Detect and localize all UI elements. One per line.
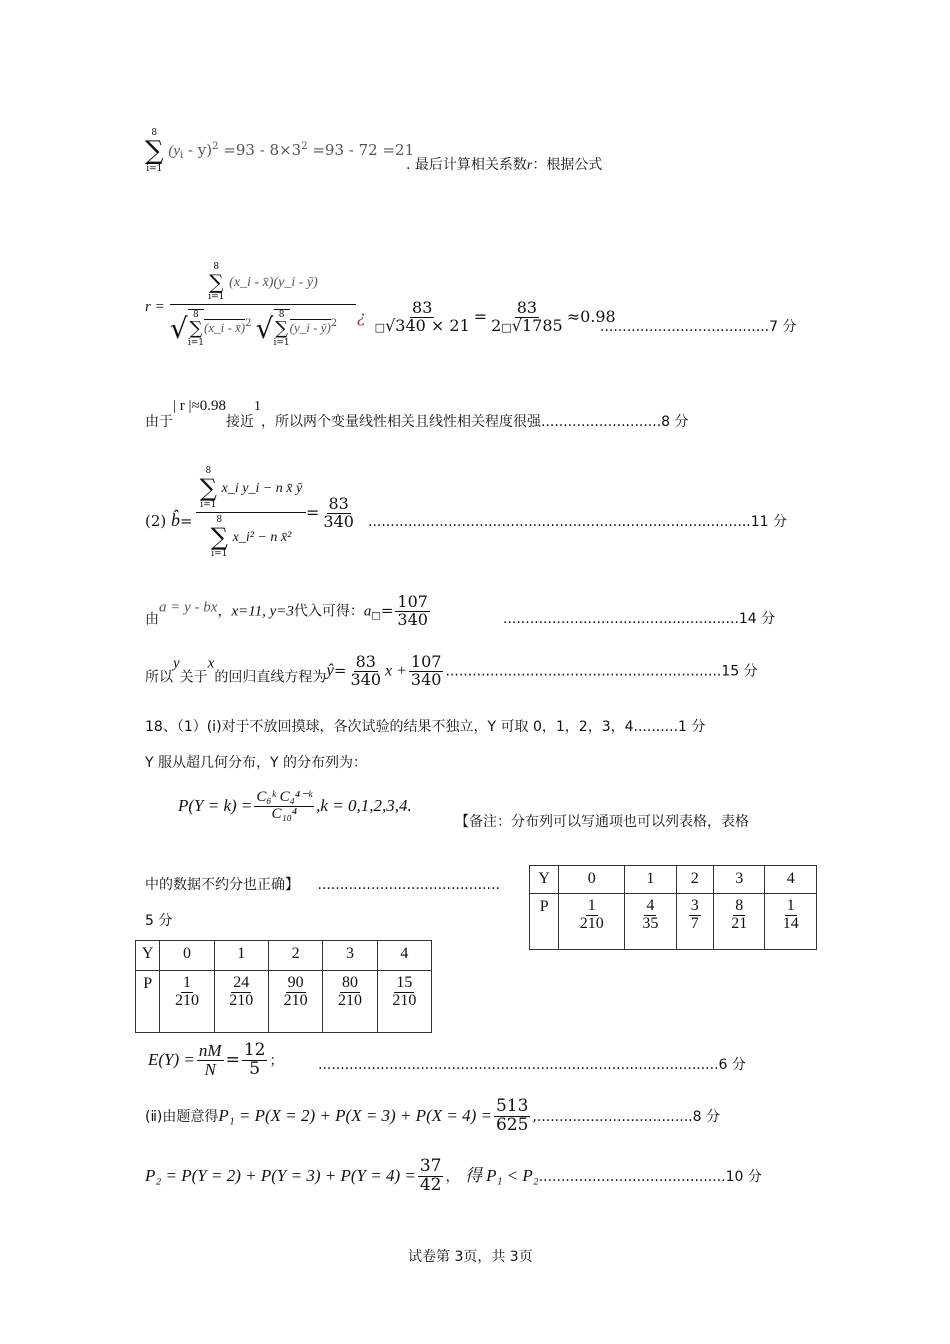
part-ii-line: (ⅱ)由题意得P₁ = P(X = 2) + P(X = 3) + P(X = 4) = $\frac{513}{625}$ ,...................................8 分: [145, 1096, 720, 1135]
expectation-score: ..........................................................................................6 分: [318, 1057, 746, 1073]
sigma-symbol: 8 ∑ i=1: [145, 128, 164, 174]
formula-b-fraction: [196, 466, 306, 559]
line-a: 由a = y - bx，x=11, y=3代入可得：$a_□=$ $\frac{107}{340}$: [145, 592, 428, 629]
q18-line1: 18、（1）(ⅰ)对于不放回摸球，各次试验的结果不独立，Y 可取 0，1，2，3，4..........1 分: [145, 719, 706, 735]
formula-r-rhs: ¿ $\frac{83}{□√340 \times 21}$ = $\frac{83}{2□√1785}$ ≈0.98: [357, 298, 616, 335]
line1-text: . 最后计算相关系数r：根据公式: [406, 157, 603, 173]
formula-r-numerator: 8 ∑ i=1 (x_i - x̄)(y_i - ȳ): [170, 262, 356, 305]
line-regression: 所以y关于x的回归直线方程为ŷ= $\frac{83}{340}$ x + $\frac{107}{340}$ ..............................................................15 分: [145, 652, 758, 689]
distribution-table-simplified: [529, 865, 817, 950]
formula-r-score: ......................................7 分: [600, 319, 797, 335]
distribution-table-raw: [135, 940, 432, 1033]
line-a-score: .....................................................14 分: [503, 611, 776, 627]
table-row: P $\frac{1}{210}$ $\frac{24}{210}$ $\frac{90}{210}$ $\frac{80}{210}$ $\frac{15}{210}$: [136, 971, 432, 1033]
dist-formula: P(Y = k) = $\frac{\text{C₆ᵏ C₄⁴⁻ᵏ}}{\text{C₁₀⁴}}$ ,k = 0,1,2,3,4.: [178, 789, 412, 822]
q18-line2: Y 服从超几何分布，Y 的分布列为：: [145, 755, 368, 771]
expectation-line: E(Y) = $\frac{nM}{N}$ = $\frac{12}{5}$ ；: [148, 1040, 284, 1079]
formula-b-score: ......................................................................................11 分: [368, 514, 787, 530]
page-footer: 试卷第 3页，共 3页: [408, 1249, 533, 1265]
formula-b-numerator: 8 ∑ i=1 x_i y_i − n x̄ ȳ: [196, 466, 306, 513]
line-variance-sum: 8 ∑ i=1 $(y_i - y)^2 =93 - 8\times 3^2 =93 - 72 =21$: [145, 128, 415, 174]
table-row: Y 0 1 2 3 4: [530, 866, 817, 894]
note-line: 中的数据不约分也正确】 .........................................: [145, 877, 500, 893]
part-p2-line: P₂ = P(Y = 2) + P(Y = 3) + P(Y = 4) = $\frac{37}{42}$ ， 得 P₁ < P₂..........................................10 分: [145, 1156, 762, 1195]
dist-note: 【备注：分布列可以写通项也可以列表格，表格: [455, 814, 749, 830]
formula-r-lhs: r =: [145, 299, 165, 315]
table-row: P $\frac{1}{210}$ $\frac{4}{35}$ $\frac{3}{7}$ $\frac{8}{21}$ $\frac{1}{14}$: [530, 894, 817, 950]
formula-b-rhs: = $\frac{83}{340}$: [306, 494, 354, 531]
table-row: Y 0 1 2 3 4: [136, 941, 432, 971]
formula-b-label: (2) b̂=: [145, 510, 193, 530]
formula-r-fraction: [170, 262, 356, 348]
formula-b-denominator: 8 ∑ i=1 x_i² − n x̄²: [210, 515, 292, 559]
formula-r-denominator: √ 8 ∑ i=1 (x_i - x̄)$^2$ √ 8 ∑ i=1 (y_i - ȳ)$^2$: [170, 310, 338, 348]
line-since: 由于| r |≈0.98接近1，所以两个变量线性相关且线性相关程度很强...........................8 分: [145, 398, 689, 430]
note-score: 5 分: [145, 913, 173, 929]
